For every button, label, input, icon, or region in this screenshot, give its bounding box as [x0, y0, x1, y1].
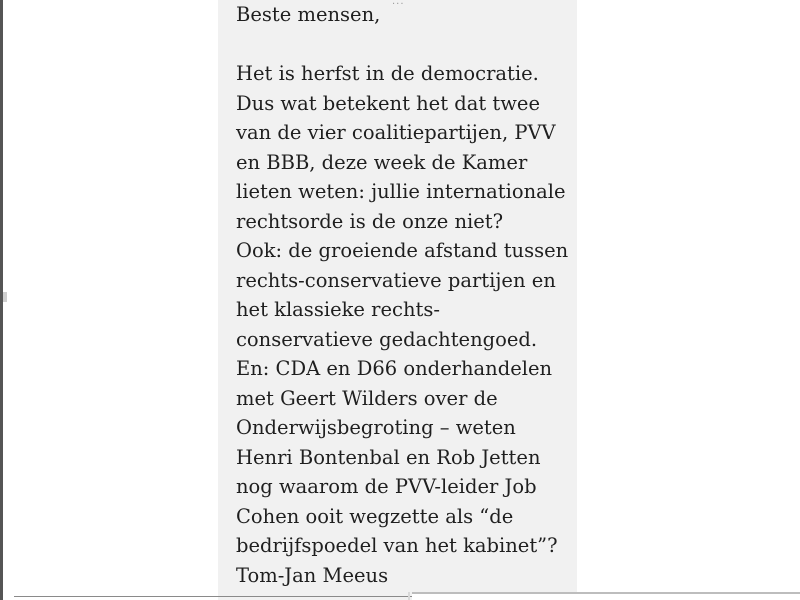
body-line: en BBB, deze week de Kamer: [236, 150, 528, 174]
paragraph-gap: [236, 30, 576, 60]
body-line: bedrijfspoedel van het kabinet”?: [236, 534, 558, 557]
more-options-icon[interactable]: ···: [392, 0, 405, 10]
body-line: Onderwijsbegroting – weten: [236, 416, 516, 439]
body-line: Henri Bontenbal en Rob Jetten: [236, 445, 541, 469]
body-line: conservatieve gedachtengoed.: [236, 327, 538, 351]
body-line: Het is herfst in de democratie.: [236, 62, 539, 85]
newsletter-body: [236, 0, 576, 590]
salutation: Beste mensen,: [236, 3, 381, 26]
body-line: van de vier coalitiepartijen, PVV: [236, 121, 556, 144]
body-line: rechts-conservatieve partijen en: [236, 268, 556, 292]
body-line: nog waarom de PVV-leider Job: [236, 475, 537, 498]
bottom-panel-edge: [412, 592, 800, 600]
body-line: rechtsorde is de onze niet?: [236, 209, 504, 233]
bottom-divider-marker: [408, 592, 410, 600]
body-line: lieten weten: jullie internationale: [236, 180, 566, 203]
body-line: met Geert Wilders over de: [236, 386, 498, 410]
body-line: het klassieke rechts-: [236, 298, 440, 321]
body-line: Ook: de groeiende afstand tussen: [236, 239, 569, 262]
author-signature: Tom-Jan Meeus: [236, 563, 389, 587]
body-line: Cohen ooit wegzette als “de: [236, 504, 514, 528]
left-edge-marker: [3, 292, 7, 302]
body-line: Dus wat betekent het dat twee: [236, 91, 540, 115]
body-line: En: CDA en D66 onderhandelen: [236, 357, 553, 380]
